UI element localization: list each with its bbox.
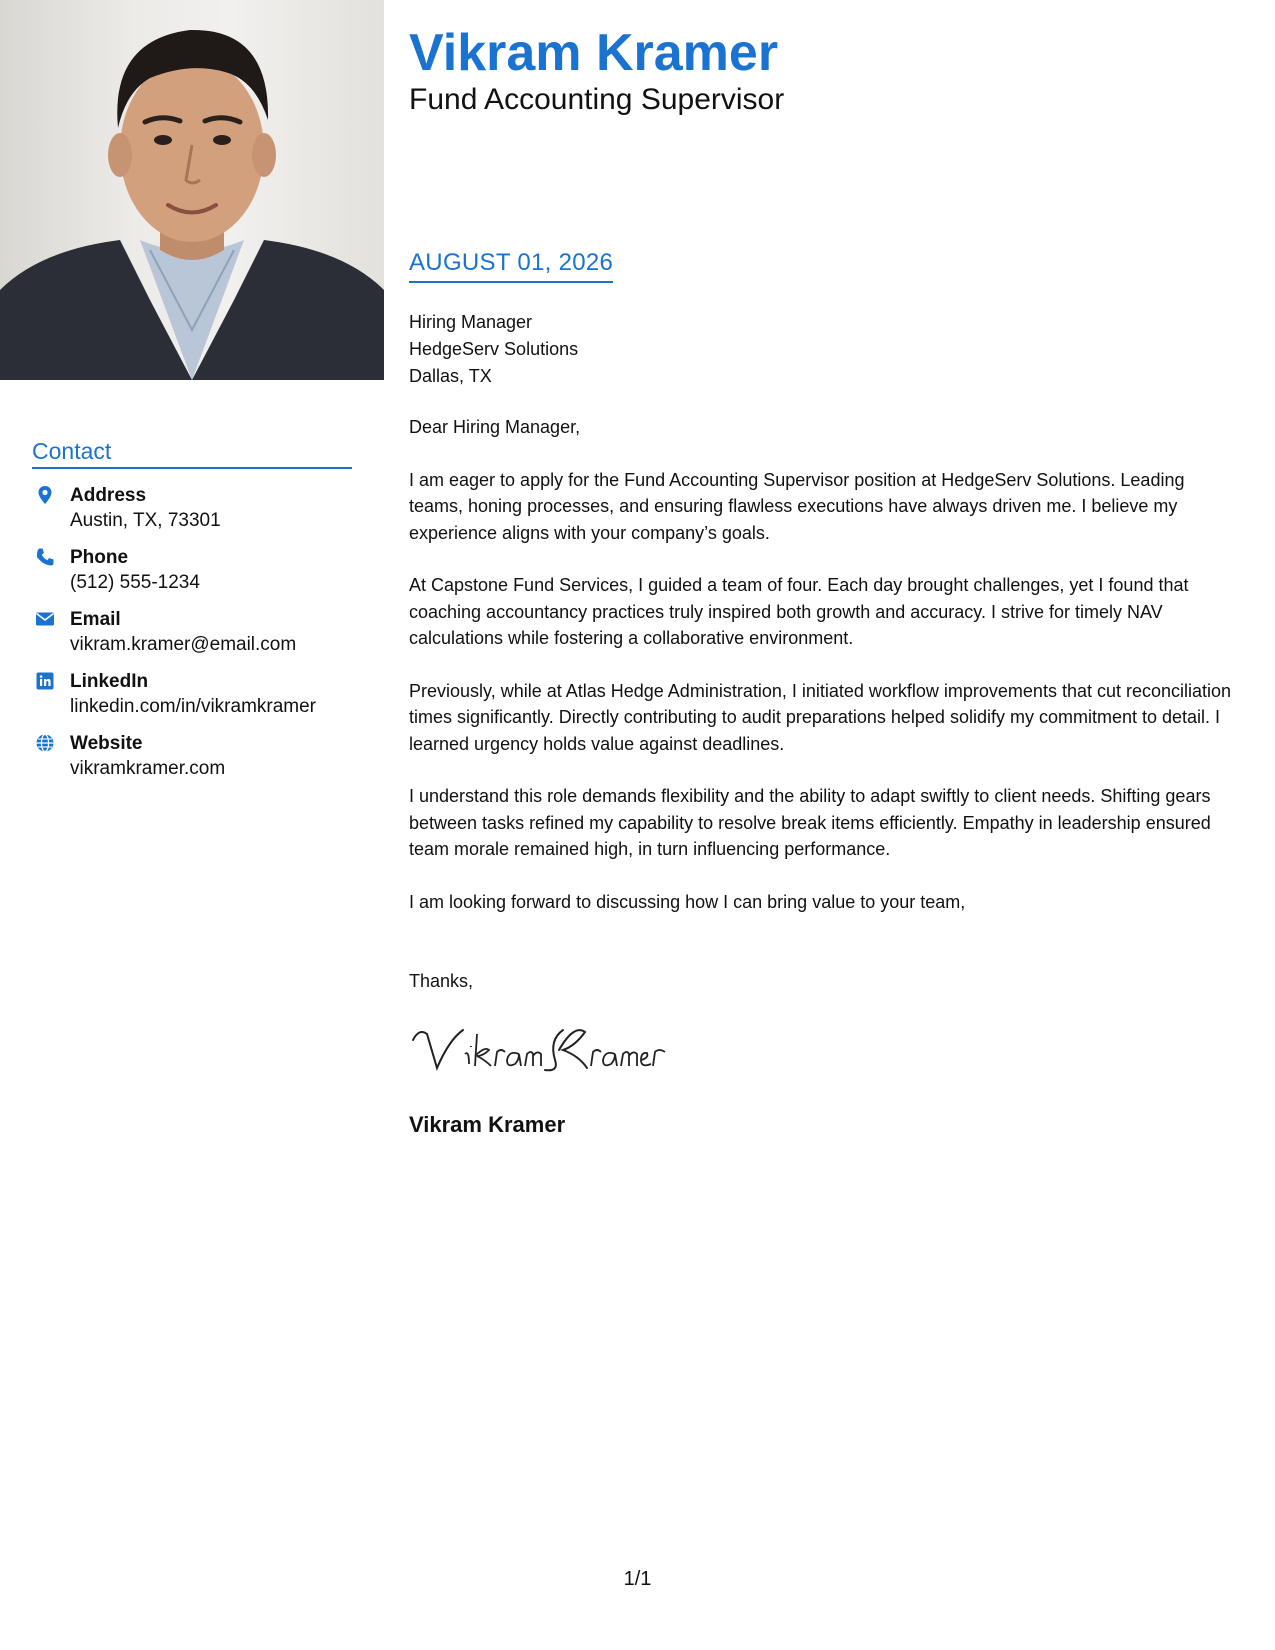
email-label: Email — [70, 609, 121, 630]
address-value: Austin, TX, 73301 — [70, 510, 221, 531]
recipient-line: HedgeServ Solutions — [409, 339, 579, 359]
job-title: Fund Accounting Supervisor — [409, 83, 785, 116]
linkedin-value[interactable]: linkedin.com/in/vikramkramer — [70, 696, 317, 717]
recipient-block — [409, 309, 578, 390]
profile-photo — [0, 0, 384, 380]
contact-linkedin — [32, 669, 352, 719]
email-value[interactable]: vikram.kramer@email.com — [70, 634, 297, 655]
letter-date: AUGUST 01, 2026 — [409, 249, 613, 283]
salutation: Dear Hiring Manager, — [409, 417, 581, 437]
header — [409, 22, 1239, 118]
applicant-name: Vikram Kramer — [409, 24, 779, 82]
contact-section — [32, 438, 352, 793]
letter-paragraph: Previously, while at Atlas Hedge Administration, I initiated workflow improvements that cut reconciliation times significantly. Directly contributing to audit preparations helped solidify my commitment to detail. I learned urgency holds value against deadlines. — [409, 680, 1232, 754]
recipient-line: Dallas, TX — [409, 366, 492, 386]
contact-heading: Contact — [32, 438, 352, 469]
contact-email — [32, 607, 352, 657]
contact-phone — [32, 545, 352, 595]
website-value[interactable]: vikramkramer.com — [70, 758, 226, 779]
globe-icon — [32, 731, 70, 753]
address-label: Address — [70, 485, 147, 506]
letter-paragraph: At Capstone Fund Services, I guided a team of four. Each day brought challenges, yet I found that coaching accountancy practices truly inspired both growth and accuracy. I strive for timely NAV calculations while fostering a collaborative environment. — [409, 575, 1189, 648]
phone-label: Phone — [70, 547, 129, 568]
contact-website — [32, 731, 352, 781]
linkedin-label: LinkedIn — [70, 671, 149, 692]
website-label: Website — [70, 733, 143, 754]
handwritten-signature — [409, 1020, 669, 1085]
phone-icon — [32, 545, 70, 567]
page-number: 1/1 — [623, 1568, 652, 1590]
letter-paragraph: I understand this role demands flexibility and the ability to adapt swiftly to client needs. Shifting gears between tasks refined my capability to resolve break items efficiently. Empathy in leadership ensured team morale remained high, in turn influencing performance. — [409, 786, 1211, 859]
contact-address — [32, 483, 352, 533]
letter-paragraph: I am looking forward to discussing how I can bring value to your team, — [409, 891, 966, 912]
letter-body — [409, 414, 1239, 941]
envelope-icon — [32, 607, 70, 629]
closing: Thanks, — [409, 971, 474, 991]
recipient-line: Hiring Manager — [409, 312, 533, 332]
letter-paragraph: I am eager to apply for the Fund Accounting Supervisor position at HedgeServ Solutions. Leading teams, honing processes, and ensuring flawless executions have always driven me. I believe my experience aligns with your company’s goals. — [409, 469, 1185, 543]
linkedin-icon — [32, 669, 70, 691]
phone-value: (512) 555-1234 — [70, 572, 200, 593]
location-pin-icon — [32, 483, 70, 505]
signer-name: Vikram Kramer — [409, 1112, 566, 1137]
